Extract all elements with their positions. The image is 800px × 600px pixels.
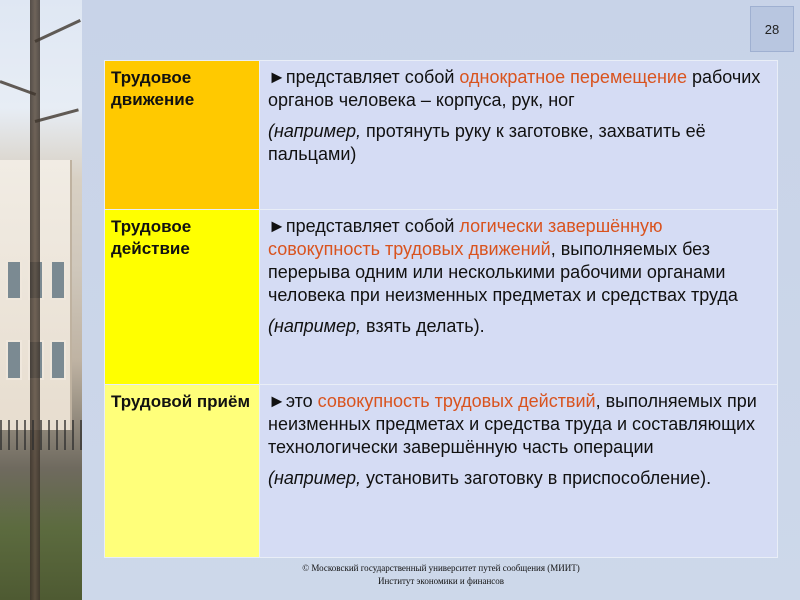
fence-image bbox=[0, 420, 82, 450]
example-text: (например, установить заготовку в приспособление). bbox=[268, 468, 712, 488]
table-row bbox=[105, 385, 778, 558]
tree-image bbox=[30, 0, 40, 600]
table-row bbox=[105, 61, 778, 210]
example-text: (например, протянуть руку к заготовке, захватить её пальцами) bbox=[268, 121, 706, 164]
term-cell: Трудовое движение bbox=[105, 61, 260, 210]
footer bbox=[82, 562, 800, 588]
background-photo bbox=[0, 0, 82, 600]
term-cell: Трудовое действие bbox=[105, 210, 260, 385]
definition-cell bbox=[260, 385, 778, 558]
definition-text: ►это совокупность трудовых действий, выполняемых при неизменных предметах и средства труда и составляющих технологически завершённую часть операции bbox=[268, 391, 757, 457]
definition-highlight: логически завершённую совокупность трудовых движений bbox=[268, 216, 663, 259]
example-text: (например, взять делать). bbox=[268, 316, 485, 336]
definition-text: ►представляет собой логически завершённую совокупность трудовых движений, выполняемых без перерыва одним или несколькими рабочими органами человека при неизменных предметах и средствах труда bbox=[268, 216, 738, 305]
footer-institute: Институт экономики и финансов bbox=[377, 576, 505, 586]
definition-cell bbox=[260, 210, 778, 385]
definition-highlight: совокупность трудовых действий bbox=[317, 391, 596, 411]
definition-cell bbox=[260, 61, 778, 210]
footer-copyright: © Московский государственный университет путей сообщения (МИИТ) bbox=[302, 563, 580, 573]
definition-highlight: однократное перемещение bbox=[459, 67, 687, 87]
definition-text: ►представляет собой однократное перемещение рабочих органов человека – корпуса, рук, ног bbox=[268, 67, 761, 110]
slide-number: 28 bbox=[750, 6, 794, 52]
table-row bbox=[105, 210, 778, 385]
terms-table bbox=[104, 60, 778, 558]
term-cell: Трудовой приём bbox=[105, 385, 260, 558]
